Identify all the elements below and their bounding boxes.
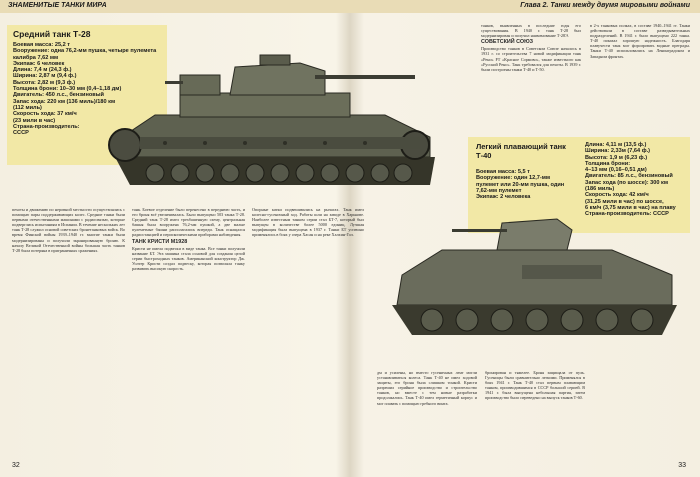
t40.specs_right-spec-line: (186 миль) [585, 186, 615, 193]
t40-tank-illustration [372, 205, 692, 355]
t28.specs-spec-line: Страна-производитель: [13, 123, 80, 130]
top-paragraph-2: Производство танков в Советском Союзе началось в 1931 г. со строительства 7 новой модификации танк «Рено» FT «Красное Сормово», также известного как «Русский Рено». Танк требовался для пехоты. В 1939 г. были построены танки Т-40 и Т-50. [481, 46, 581, 72]
body-column-3 [252, 207, 364, 447]
soviet-union-heading: СОВЕТСКИЙ СОЮЗ [481, 39, 534, 46]
t28.specs-spec-line: Скорость хода: 37 км/ч [13, 111, 77, 118]
top-text-column-1 [481, 23, 581, 143]
t28.specs-spec-line: СССР [13, 130, 29, 137]
t40.specs_left-spec-line: Боевая масса: 5,5 т [476, 169, 530, 175]
t28.specs-spec-line: калибра 7,62 мм [13, 54, 59, 61]
body-paragraph-2: танк. Боевое отделение было перенесено в переднюю часть, и его броня всё увеличивалась. Было выпущено 503 танка Т-28. Средний танк Т-28 имел трехбашенную схему, центральная башня была вооружена 76,2-мм пушкой, а две малые пулеметные башни располагались впереди. Танк оснащался радиостанцией и перископическими приборами наблюдения. [132, 207, 245, 238]
t28-tank-illustration [85, 45, 460, 200]
t40.specs_right-spec-line: Двигатель: 85 л.с., бензиновый [585, 173, 673, 180]
t40.specs_right-spec-line: 4–13 мм (0,16–0,51 дм) [585, 167, 647, 174]
t28.specs-spec-line: Высота: 2,82 м (9,3 ф.) [13, 79, 76, 86]
t40.specs_right-spec-line: Высота: 1,9 м (6,23 ф.) [585, 154, 648, 161]
t40-spec-list-left [476, 169, 586, 200]
body-paragraph-3: Кристи не имела подвески в виде танка. Все танки получили название БТ. Эта машина стала основой для создания целой серии быстроходных танков. Американский конструктор Дж. Уолтер Кристи создал подвеску, которая позволяла танку развивать высокую скорость. [132, 245, 245, 272]
top-text-column-2 [590, 23, 690, 138]
t40.specs_right-spec-line: 6 км/ч (3,75 мили в час) на плаву [585, 204, 676, 211]
t40.specs_left-spec-line: Вооружение: один 12,7-мм [476, 175, 551, 182]
t40.specs_right-spec-line: (31,25 мили в час) по шоссе, [585, 198, 664, 205]
body-paragraph-4: Опорные катки подвешивались на рычагах. Танк имел колесно-гусеничный ход. Работы шли на заводе в Харькове. Наиболее известным танком серии стал БТ-7, который был выпущен в количестве более 5000 единиц. Лучшая модификация была выпущена в 1937 г. Танки БТ успешно применялись в боях у озера Хасан и на реке Халхин-Гол. [252, 207, 364, 238]
body-paragraph-1: пехоты и движению по неровной местности осуществлялись с помощью пары поддерживающих колес. Средние танки были первыми отечественными машинами с радиосвязью, которые подверглись испытаниям в Испании. В течение нескольких лет танк Т-28 служил основой советских бронетанковых войск. Во время Финской войны 1939–1940 гг. многие танки были модернизированы и получили экранированную броню. К началу Великой Отечественной войны большая часть танков Т-28 была потеряна в приграничных сражениях. [12, 207, 125, 253]
christie-heading: ТАНК КРИСТИ М1928 [132, 238, 188, 245]
body-paragraph-6: бронирован и тяжелее. Броня защищала от пуль. Гусеницы были сравнительно легкими. Применялся в боях 1941 г. Танк Т-40 стал первым плавающим танком, производившимся в СССР большой серией. В 1941 г. была выпущена небольшая партия, затем производство было переведено на выпуск танков Т-60. [485, 370, 585, 401]
t40.specs_right-spec-line: Скорость хода: 42 км/ч [585, 192, 649, 199]
left-running-header: ЗНАМЕНИТЫЕ ТАНКИ МИРА [8, 2, 107, 9]
t28.specs-spec-line: Запас хода: 220 км (136 миль)/180 км [13, 98, 116, 105]
body-column-2 [132, 207, 245, 447]
body-column-5 [485, 370, 585, 450]
t40.specs_left-spec-line: пулемет или 20-мм пушка, один [476, 181, 565, 188]
t28.specs-spec-line: Длина: 7,4 м (24,3 ф.) [13, 67, 72, 74]
t28.specs-spec-line: Вооружение: одна 76,2-мм пушка, четыре пулемета [13, 48, 157, 55]
t28.specs-spec-line: (23 мили в час) [13, 117, 56, 124]
body-column-1 [12, 207, 125, 447]
t40.specs_right-spec-line: Толщина брони: [585, 160, 631, 167]
right-page-number: 33 [678, 462, 686, 469]
t40-title: Легкий плавающий танк Т-40 [476, 142, 566, 160]
top-paragraph-3: в 2-х танковых полках, в составе 1940–1941 гг. Танки действовали в составе разведывательных подразделений. В 1941 г. было выпущено 222 танка. Т-40 показал хорошую надежность. Благодаря плавучести танк мог форсировать водные преграды. Танки Т-40 использовались на Ленинградском и Западном фронтах. [590, 23, 690, 59]
t28.specs-spec-line: Толщина брони: 10–30 мм (0,4–1,18 дм) [13, 86, 122, 93]
t40.specs_right-spec-line: Ширина: 2,33м (7,64 ф.) [585, 148, 651, 155]
top-paragraph-1: танков, выявленных в последние годы его существования. В 1940 г. танк Т-28 был модернизирован и получил наименование Т-28Э. [481, 23, 581, 39]
t40.specs_right-spec-line: Длина: 4,11 м (13,5 ф.) [585, 142, 647, 148]
t28.specs-spec-line: Ширина: 2,87 м (9,4 ф.) [13, 73, 77, 80]
t28.specs-spec-line: Двигатель: 450 л.с., бензиновый [13, 92, 104, 99]
t40.specs_right-spec-line: Страна-производитель: СССР [585, 211, 669, 218]
left-page-number: 32 [12, 462, 20, 469]
t28.specs-spec-line: Боевая масса: 25,2 т [13, 42, 71, 48]
t28.specs-spec-line: Экипаж: 6 человек [13, 60, 65, 67]
t28-title: Средний танк Т-28 [13, 29, 91, 39]
t40.specs_left-spec-line: Экипаж: 2 человека [476, 194, 531, 201]
right-running-header: Глава 2. Танки между двумя мировыми войнами [520, 2, 690, 9]
t28.specs-spec-line: (112 миль) [13, 104, 42, 111]
body-paragraph-5: дм и усилены, но вместо гусеничных лент могли устанавливаться колеса. Танк Т-40 не имел ходовой защиты, его броня была слишком тонкой. Кристи разрешил серийное производство и строительство танков, но вместе с тем новые разработки продолжались. Танк Т-40 имел герметичный корпус и мог плавать с помощью гребного винта. [377, 370, 477, 406]
body-column-4 [377, 370, 477, 450]
t40.specs_right-spec-line: Запас хода (по шоссе): 300 км [585, 179, 668, 186]
t40.specs_left-spec-line: 7,62-мм пулемет [476, 187, 522, 194]
